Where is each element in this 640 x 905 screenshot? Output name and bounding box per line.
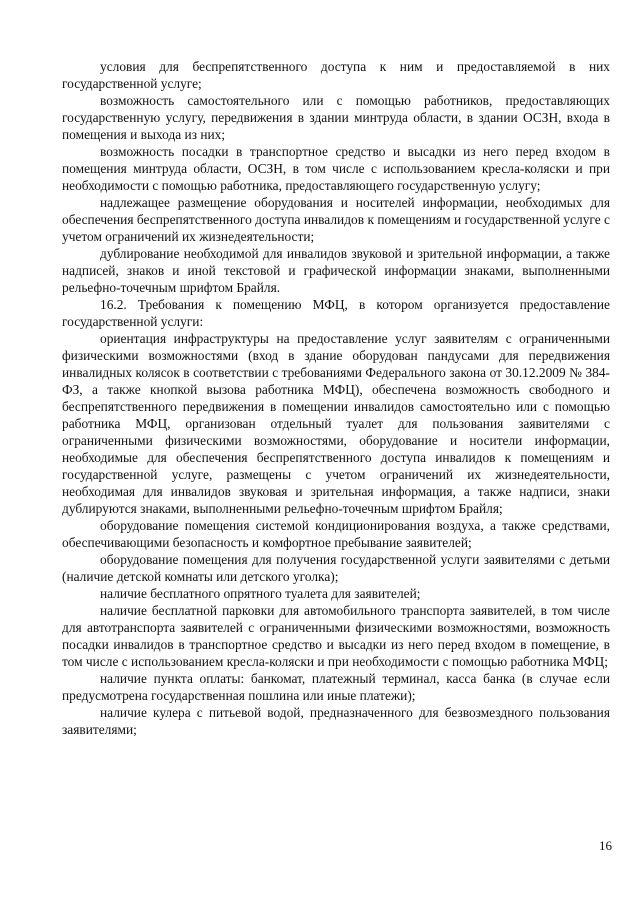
paragraph-6: 16.2. Требования к помещению МФЦ, в котором организуется предоставление государственной услуги: (62, 297, 610, 329)
paragraph-10: наличие бесплатного опрятного туалета для заявителей; (100, 586, 421, 601)
paragraph-3: возможность посадки в транспортное средство и высадки из него перед входом в помещения минтруда области, ОСЗН, в том числе с использованием кресла-коляски и при необходимости с помощью работника, предоставляющего государственную услугу; (62, 144, 610, 193)
paragraph-13: наличие кулера с питьевой водой, предназначенного для безвозмездного пользования заявителями; (62, 705, 610, 737)
paragraph-9: оборудование помещения для получения государственной услуги заявителями с детьми (наличие детской комнаты или детского уголка); (62, 552, 610, 584)
paragraph-4: надлежащее размещение оборудования и носителей информации, необходимых для обеспечения беспрепятственного доступа инвалидов к помещениям и государственной услуге с учетом ограничений их жизнедеятельности; (62, 195, 610, 244)
paragraph-12: наличие пункта оплаты: банкомат, платежный терминал, касса банка (в случае если предусмотрена государственная пошлина или иные платежи); (62, 671, 610, 703)
paragraph-5: дублирование необходимой для инвалидов звуковой и зрительной информации, а также надписей, знаков и иной текстовой и графической информации знаками, выполненными рельефно-точечным шрифтом Брайля. (62, 246, 610, 295)
paragraph-1: условия для беспрепятственного доступа к ним и предоставляемой в них государственной услуге; (62, 59, 610, 91)
paragraph-2: возможность самостоятельного или с помощью работников, предоставляющих государственную услугу, передвижения в здании минтруда области, в здании ОСЗН, входа в помещения и выхода из них; (62, 93, 610, 142)
paragraph-7: ориентация инфраструктуры на предоставление услуг заявителям с ограниченными физическими возможностями (вход в здание оборудован пандусами для передвижения инвалидных колясок в соответствии с требованиями Федерального закона от 30.12.2009 № 384-ФЗ, а также кнопкой вызова работника МФЦ), обеспечена возможность свободного и беспрепятственного передвижения в помещении инвалидов самостоятельно или с помощью работника МФЦ, организован отдельный туалет для пользования заявителями с ограниченными физическими возможностями, оборудование и носители информации, необходимые для обеспечения беспрепятственного доступа инвалидов к помещениям и государственной услуге, размещены с учетом ограничений их жизнедеятельности, необходимая для инвалидов звуковая и зрительная информация, а также надписи, знаки дублируются знаками, выполненными рельефно-точечным шрифтом Брайля; (62, 331, 610, 516)
document-body (62, 58, 610, 738)
page-number: 16 (599, 838, 612, 853)
paragraph-8: оборудование помещения системой кондиционирования воздуха, а также средствами, обеспечивающими безопасность и комфортное пребывание заявителей; (62, 518, 610, 550)
paragraph-11: наличие бесплатной парковки для автомобильного транспорта заявителей, в том числе для автотранспорта заявителей с ограниченными физическими возможностями, возможность посадки инвалидов в транспортное средство и высадки из него перед входом в помещение, в том числе с использованием кресла-коляски и при необходимости с помощью работника МФЦ; (62, 603, 610, 669)
